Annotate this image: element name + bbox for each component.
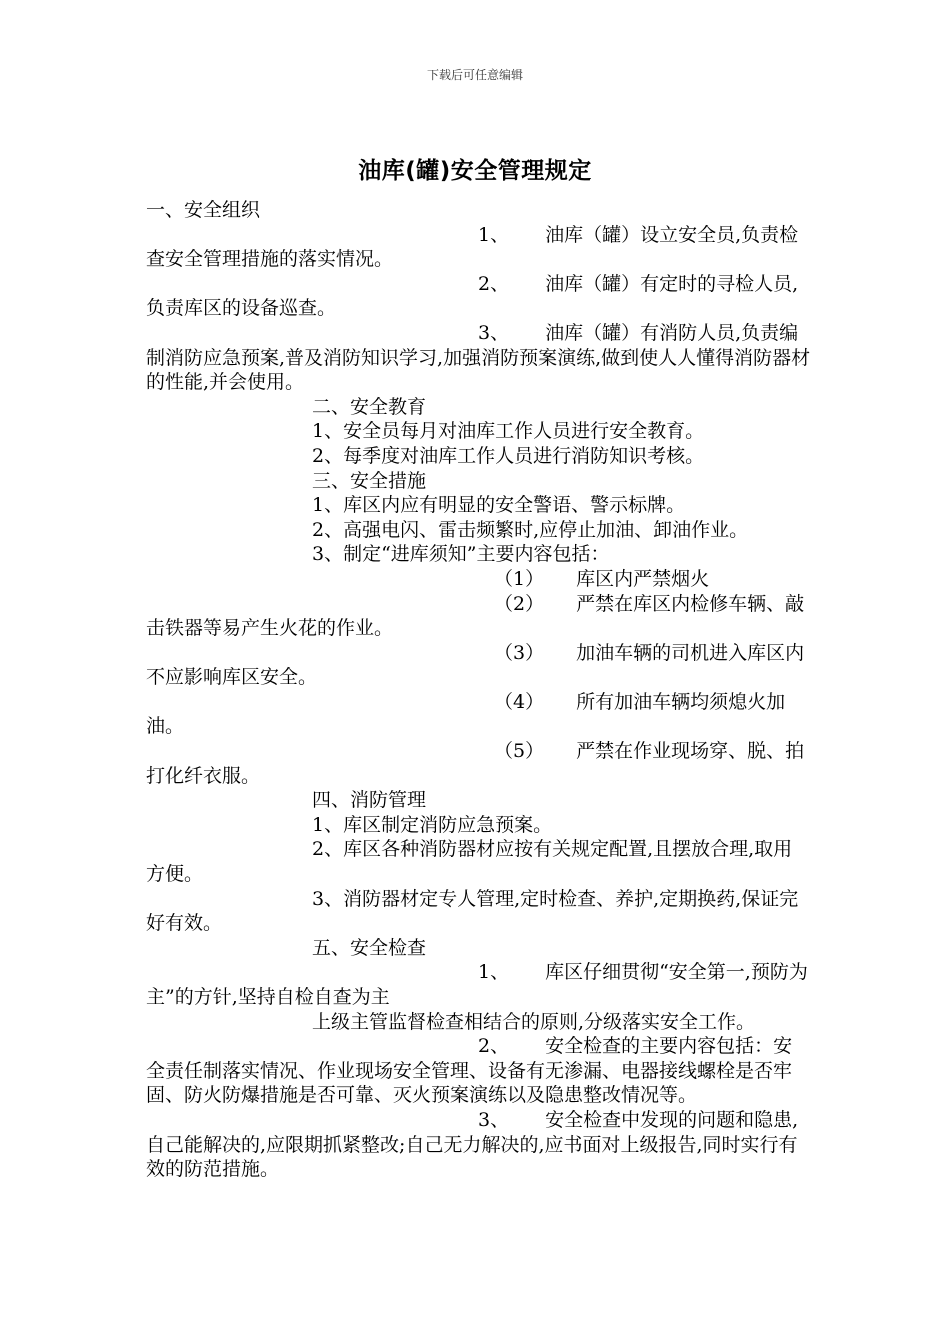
document-body <box>146 198 811 1182</box>
item-text: 安全检查中发现的问题和隐患,自己能解决的,应限期抓紧整改;自己无力解决的,应书面对上级报告,同时实行有效的防范措施。 <box>146 1108 799 1181</box>
list-item <box>146 1034 811 1108</box>
list-item: 1、库区制定消防应急预案。 <box>312 813 553 836</box>
item-text: 严禁在库区内检修车辆、敲击铁器等易产生火花的作业。 <box>146 592 805 640</box>
item-number: 2、 <box>478 1035 510 1058</box>
document-title: 油库(罐)安全管理规定 <box>358 158 592 184</box>
item-number: （3） <box>494 641 545 664</box>
item-text: 油库（罐）有定时的寻检人员,负责库区的设备巡查。 <box>146 272 799 320</box>
item-number: （1） <box>494 567 545 590</box>
item-number: 2、 <box>478 272 510 295</box>
item-number: （2） <box>494 592 545 615</box>
sub-list-item <box>146 592 811 641</box>
item-text: 油库（罐）设立安全员,负责检查安全管理措施的落实情况。 <box>146 223 799 271</box>
section-heading: 二、安全教育 <box>312 395 427 418</box>
item-number: （5） <box>494 740 545 763</box>
list-item: 1、安全员每月对油库工作人员进行安全教育。 <box>312 420 705 443</box>
item-number: 3、 <box>478 1108 510 1131</box>
list-item <box>146 223 811 272</box>
item-text: 库区内严禁烟火 <box>576 567 710 590</box>
item-text: 所有加油车辆均须熄火加油。 <box>146 690 786 738</box>
list-item <box>146 1108 811 1182</box>
item-number: 3、 <box>478 321 510 344</box>
sub-list-item <box>146 739 811 788</box>
item-number: （4） <box>494 690 545 713</box>
list-item: 3、消防器材定专人管理,定时检查、养护,定期换药,保证完好有效。 <box>146 887 799 935</box>
section-heading: 一、安全组织 <box>146 199 261 221</box>
list-item <box>146 272 811 321</box>
item-text: 严禁在作业现场穿、脱、拍打化纤衣服。 <box>146 740 805 787</box>
list-item: 2、每季度对油库工作人员进行消防知识考核。 <box>312 444 705 467</box>
item-text: 安全检查的主要内容包括：安全责任制落实情况、作业现场安全管理、设备有无渗漏、电器接线螺栓是否牢固、防火防爆措施是否可靠、灭火预案演练以及隐患整改情况等。 <box>146 1035 793 1107</box>
list-item-continuation: 上级主管监督检查相结合的原则,分级落实安全工作。 <box>312 1010 756 1033</box>
list-item: 3、制定“进库须知”主要内容包括： <box>312 543 610 566</box>
sub-list-item <box>146 567 811 592</box>
item-text: 油库（罐）有消防人员,负责编制消防应急预案,普及消防知识学习,加强消防预案演练,做到使人人懂得消防器材的性能,并会使用。 <box>146 321 811 394</box>
sub-list-item <box>146 641 811 690</box>
list-item: 1、库区内应有明显的安全警语、警示标牌。 <box>312 494 686 517</box>
list-item: 2、高强电闪、雷击频繁时,应停止加油、卸油作业。 <box>312 518 749 541</box>
sub-list-item <box>146 690 811 739</box>
header-note: 下载后可任意编辑 <box>426 68 523 82</box>
item-number: 1、 <box>478 223 510 246</box>
list-item <box>146 960 811 1009</box>
item-text: 库区仔细贯彻“安全第一,预防为主”的方针,坚持自检自查为主 <box>146 961 808 1008</box>
list-item <box>146 321 811 395</box>
section-heading: 三、安全措施 <box>312 469 427 492</box>
item-text: 加油车辆的司机进入库区内不应影响库区安全。 <box>146 641 805 689</box>
section-heading: 四、消防管理 <box>312 789 427 812</box>
list-item: 2、库区各种消防器材应按有关规定配置,且摆放合理,取用方便。 <box>146 838 793 886</box>
section-heading: 五、安全检查 <box>312 936 427 959</box>
item-number: 1、 <box>478 961 510 984</box>
